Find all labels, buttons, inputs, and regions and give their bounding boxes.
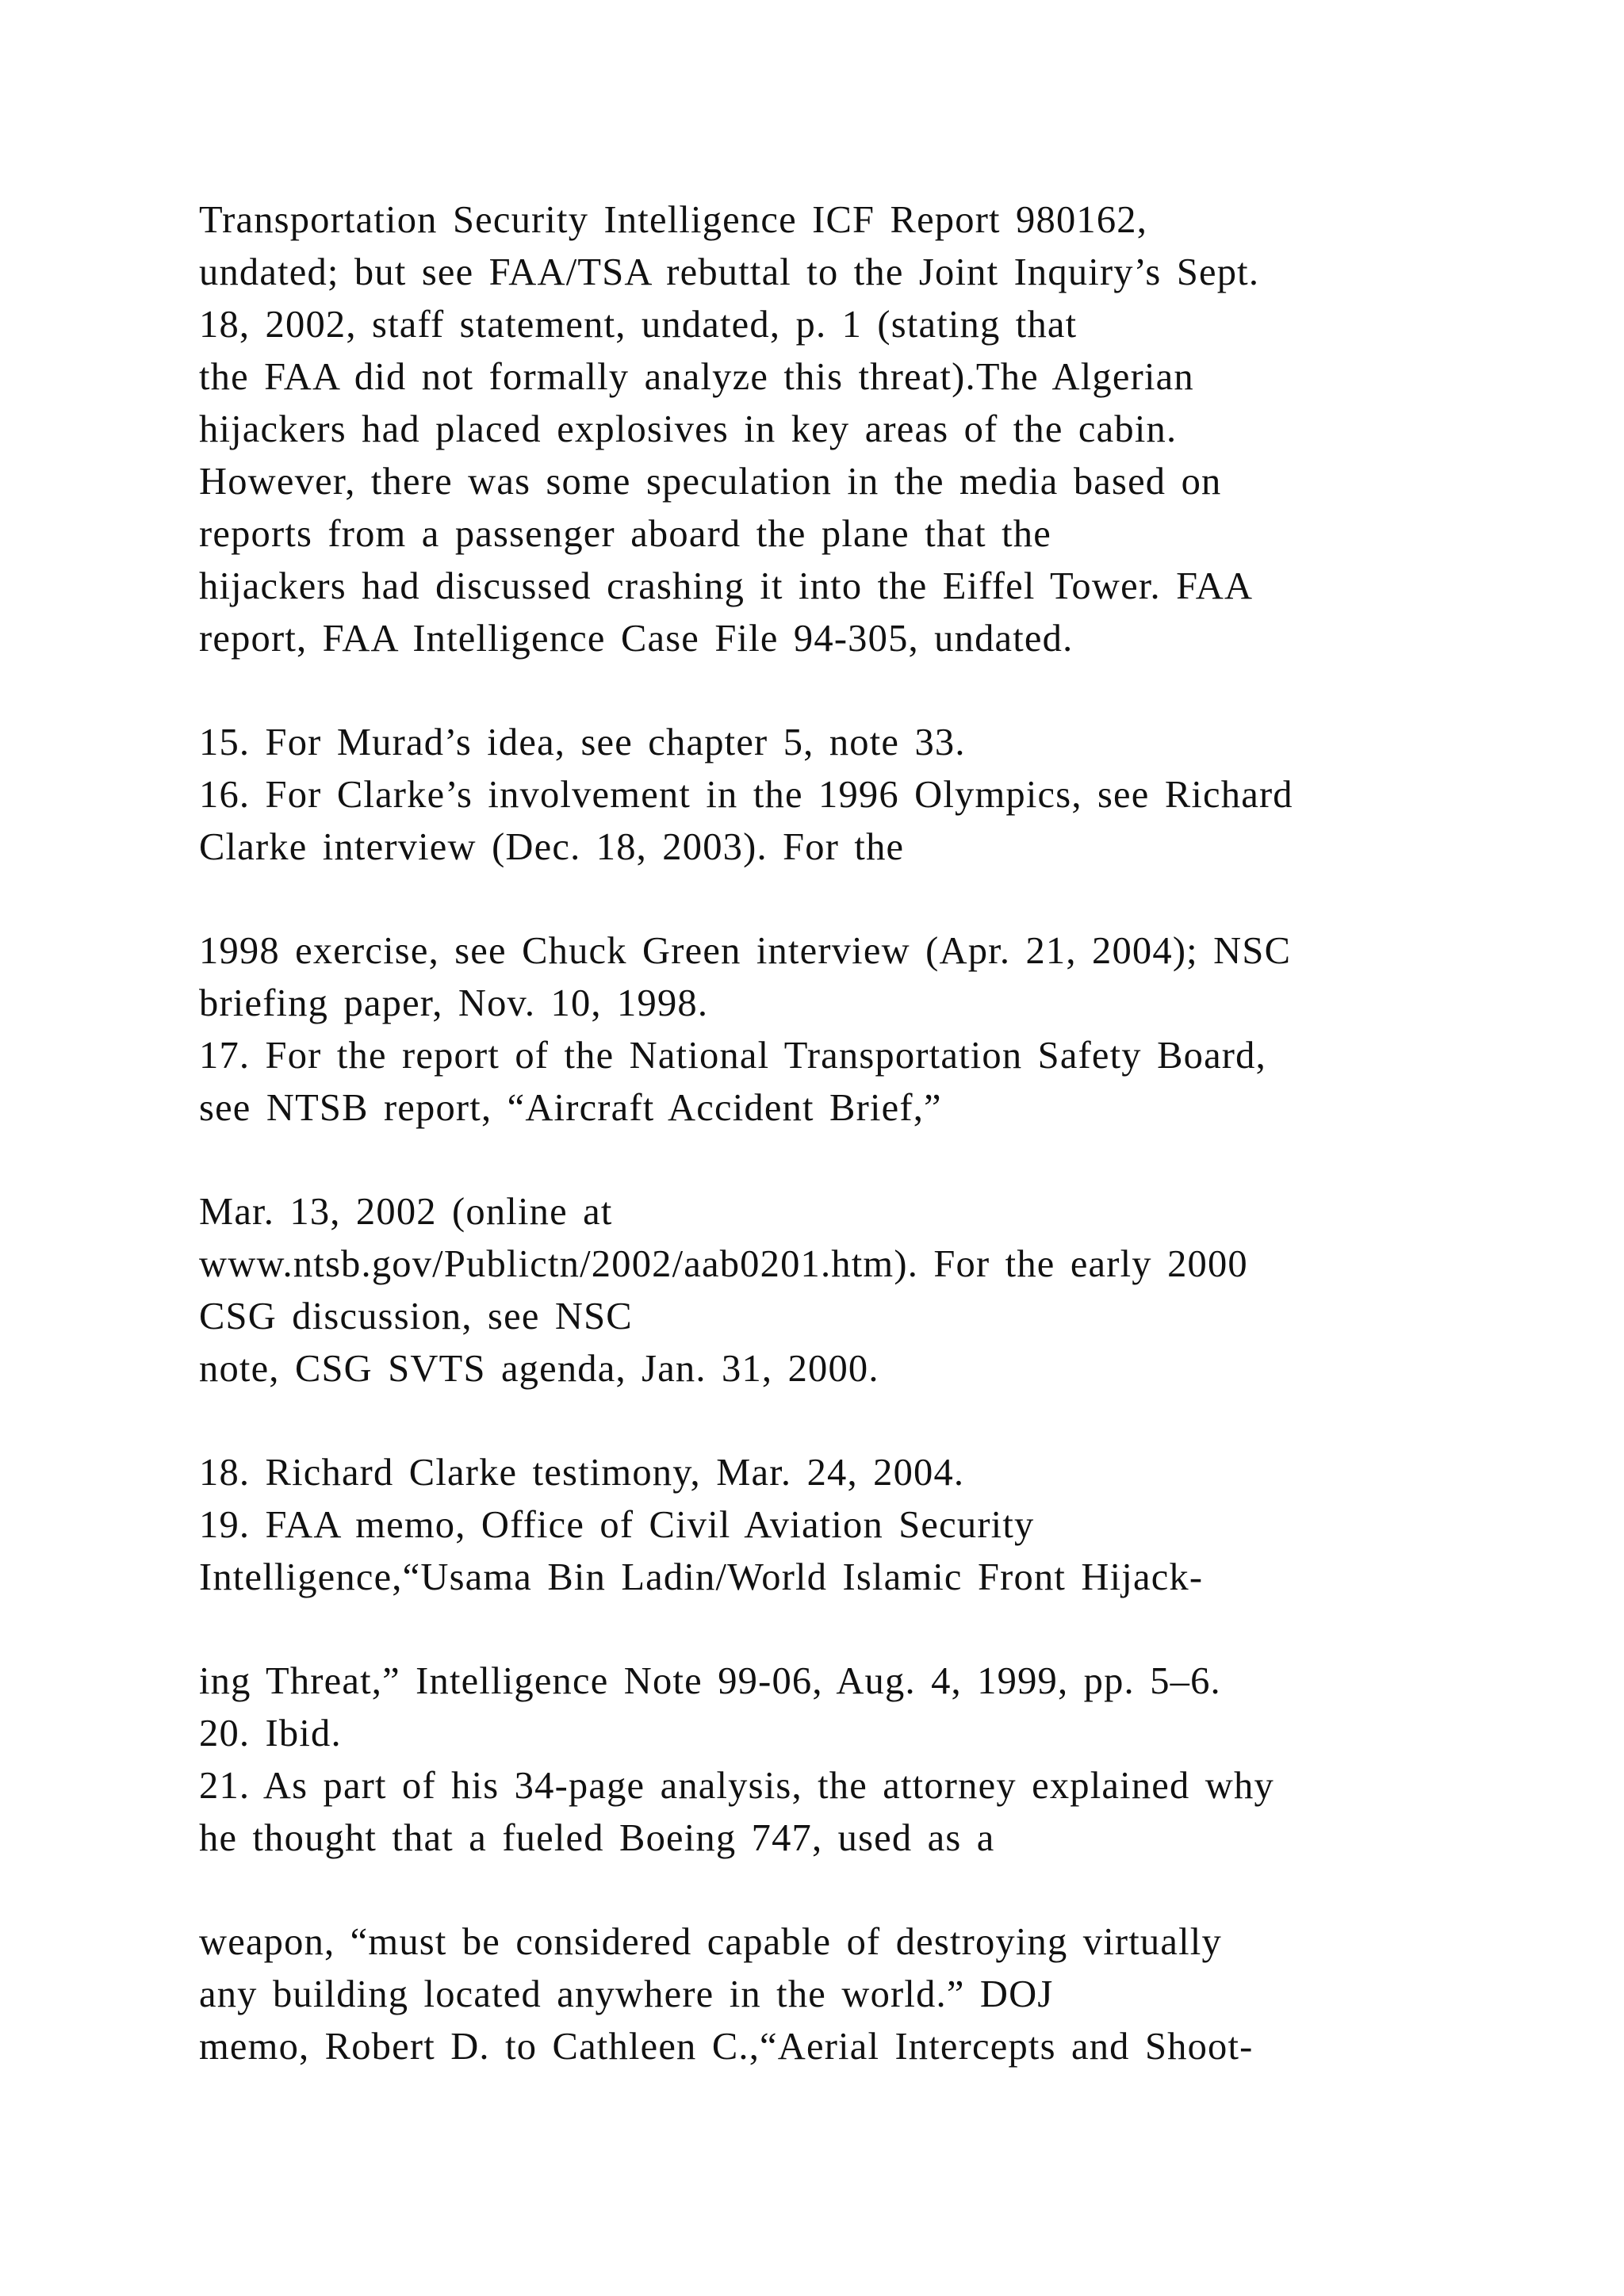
text-line: hijackers had discussed crashing it into the Eiffel Tower. FAA xyxy=(199,565,1254,607)
footnotes-text xyxy=(199,194,1507,2073)
paragraph-gap xyxy=(199,1135,1507,1186)
paragraph-notes-19-21 xyxy=(199,1655,1507,1865)
paragraph-notes-16-17 xyxy=(199,925,1507,1135)
paragraph-notes-18-19 xyxy=(199,1447,1507,1604)
text-line: 18, 2002, staff statement, undated, p. 1 (stating that xyxy=(199,304,1078,346)
text-line: However, there was some speculation in the media based on xyxy=(199,461,1222,503)
paragraph-faa-intelligence xyxy=(199,194,1507,665)
paragraph-gap xyxy=(199,1395,1507,1447)
text-line: 17. For the report of the National Transportation Safety Board, xyxy=(199,1035,1266,1077)
text-line: hijackers had placed explosives in key areas of the cabin. xyxy=(199,408,1178,450)
text-line: Transportation Security Intelligence ICF Report 980162, xyxy=(199,199,1148,241)
paragraph-gap xyxy=(199,665,1507,717)
text-line: Mar. 13, 2002 (online at xyxy=(199,1191,613,1233)
paragraph-notes-15-16 xyxy=(199,717,1507,874)
text-line: CSG discussion, see NSC xyxy=(199,1295,633,1337)
text-line: he thought that a fueled Boeing 747, used as a xyxy=(199,1817,995,1859)
text-line: Clarke interview (Dec. 18, 2003). For the xyxy=(199,826,905,868)
text-line: 16. For Clarke’s involvement in the 1996 Olympics, see Richard xyxy=(199,774,1293,816)
text-line: briefing paper, Nov. 10, 1998. xyxy=(199,982,709,1024)
text-line: 1998 exercise, see Chuck Green interview (Apr. 21, 2004); NSC xyxy=(199,930,1292,972)
paragraph-gap xyxy=(199,1865,1507,1916)
text-line: 19. FAA memo, Office of Civil Aviation Security xyxy=(199,1504,1035,1546)
paragraph-gap xyxy=(199,874,1507,925)
paragraph-note-17-cont xyxy=(199,1186,1507,1395)
text-line: the FAA did not formally analyze this threat).The Algerian xyxy=(199,356,1194,398)
text-line: weapon, “must be considered capable of destroying virtually xyxy=(199,1921,1222,1963)
text-line: 18. Richard Clarke testimony, Mar. 24, 2004. xyxy=(199,1452,965,1494)
text-line: 21. As part of his 34-page analysis, the attorney explained why xyxy=(199,1765,1274,1807)
text-line: ing Threat,” Intelligence Note 99-06, Aug. 4, 1999, pp. 5–6. xyxy=(199,1660,1221,1702)
text-line: www.ntsb.gov/Publictn/2002/aab0201.htm). For the early 2000 xyxy=(199,1243,1248,1285)
text-line: any building located anywhere in the world.” DOJ xyxy=(199,1973,1054,2015)
paragraph-note-21-cont xyxy=(199,1916,1507,2073)
paragraph-gap xyxy=(199,1604,1507,1655)
text-line: reports from a passenger aboard the plane that the xyxy=(199,513,1051,555)
text-line: note, CSG SVTS agenda, Jan. 31, 2000. xyxy=(199,1348,879,1390)
text-line: 20. Ibid. xyxy=(199,1712,342,1755)
text-line: memo, Robert D. to Cathleen C.,“Aerial Intercepts and Shoot- xyxy=(199,2026,1254,2068)
text-line: see NTSB report, “Aircraft Accident Brief,” xyxy=(199,1087,942,1129)
text-line: Intelligence,“Usama Bin Ladin/World Islamic Front Hijack- xyxy=(199,1556,1204,1598)
text-line: undated; but see FAA/TSA rebuttal to the Joint Inquiry’s Sept. xyxy=(199,251,1260,293)
text-line: report, FAA Intelligence Case File 94-305, undated. xyxy=(199,618,1074,660)
text-line: 15. For Murad’s idea, see chapter 5, note 33. xyxy=(199,721,966,763)
